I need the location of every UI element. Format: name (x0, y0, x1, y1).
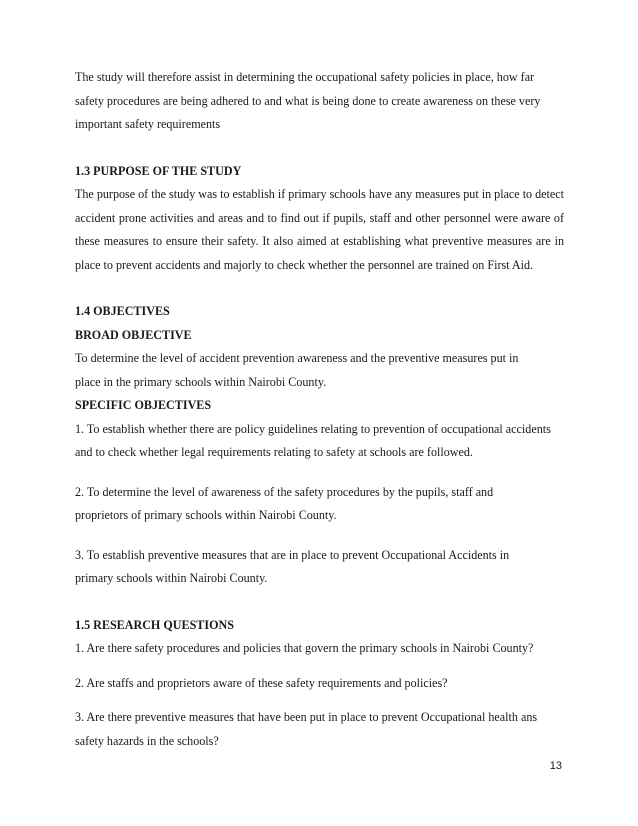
specific-objective-item: 2. To determine the level of awareness of the safety procedures by the pupils, staff and proprietors of primary schools within Nairobi County. (75, 484, 494, 522)
intro-paragraph: The study will therefore assist in determining the occupational safety policies in place, how far safety procedures are being adhered to and what is being done to create awareness on these very important safety requirements (75, 70, 541, 131)
specific-objective-item: 1. To establish whether there are policy guidelines relating to prevention of occupational accidents and to check whether legal requirements relating to safety at schools are followed. (75, 421, 551, 459)
specific-objective-item: 3. To establish preventive measures that are in place to prevent Occupational Accidents in primary schools within Nairobi County. (75, 547, 510, 585)
purpose-paragraph: The purpose of the study was to establish if primary schools have any measures put in place to detect accident prone activities and areas and to find out if pupils, staff and other personnel were aware of these measures to ensure their safety. It also aimed at establishing what preventive measures are in place to prevent accidents and majorly to check whether the personnel are trained on First Aid. (75, 187, 564, 272)
page-number: 13 (549, 760, 562, 772)
research-question-item: 1. Are there safety procedures and policies that govern the primary schools in Nairobi County? (75, 641, 534, 655)
research-questions-heading: 1.5 RESEARCH QUESTIONS (75, 617, 234, 632)
objectives-heading: 1.4 OBJECTIVES (75, 304, 170, 318)
broad-objective-heading: BROAD OBJECTIVE (75, 327, 192, 342)
purpose-heading: 1.3 PURPOSE OF THE STUDY (75, 163, 242, 178)
specific-objectives-heading: SPECIFIC OBJECTIVES (75, 398, 212, 412)
broad-objective-paragraph: To determine the level of accident prevention awareness and the preventive measures put in place in the primary schools within Nairobi County. (75, 351, 519, 389)
research-question-item: 2. Are staffs and proprietors aware of these safety requirements and policies? (75, 675, 448, 690)
research-question-item: 3. Are there preventive measures that have been put in place to prevent Occupational health ans safety hazards in the schools? (75, 710, 538, 748)
document-page (75, 66, 564, 753)
